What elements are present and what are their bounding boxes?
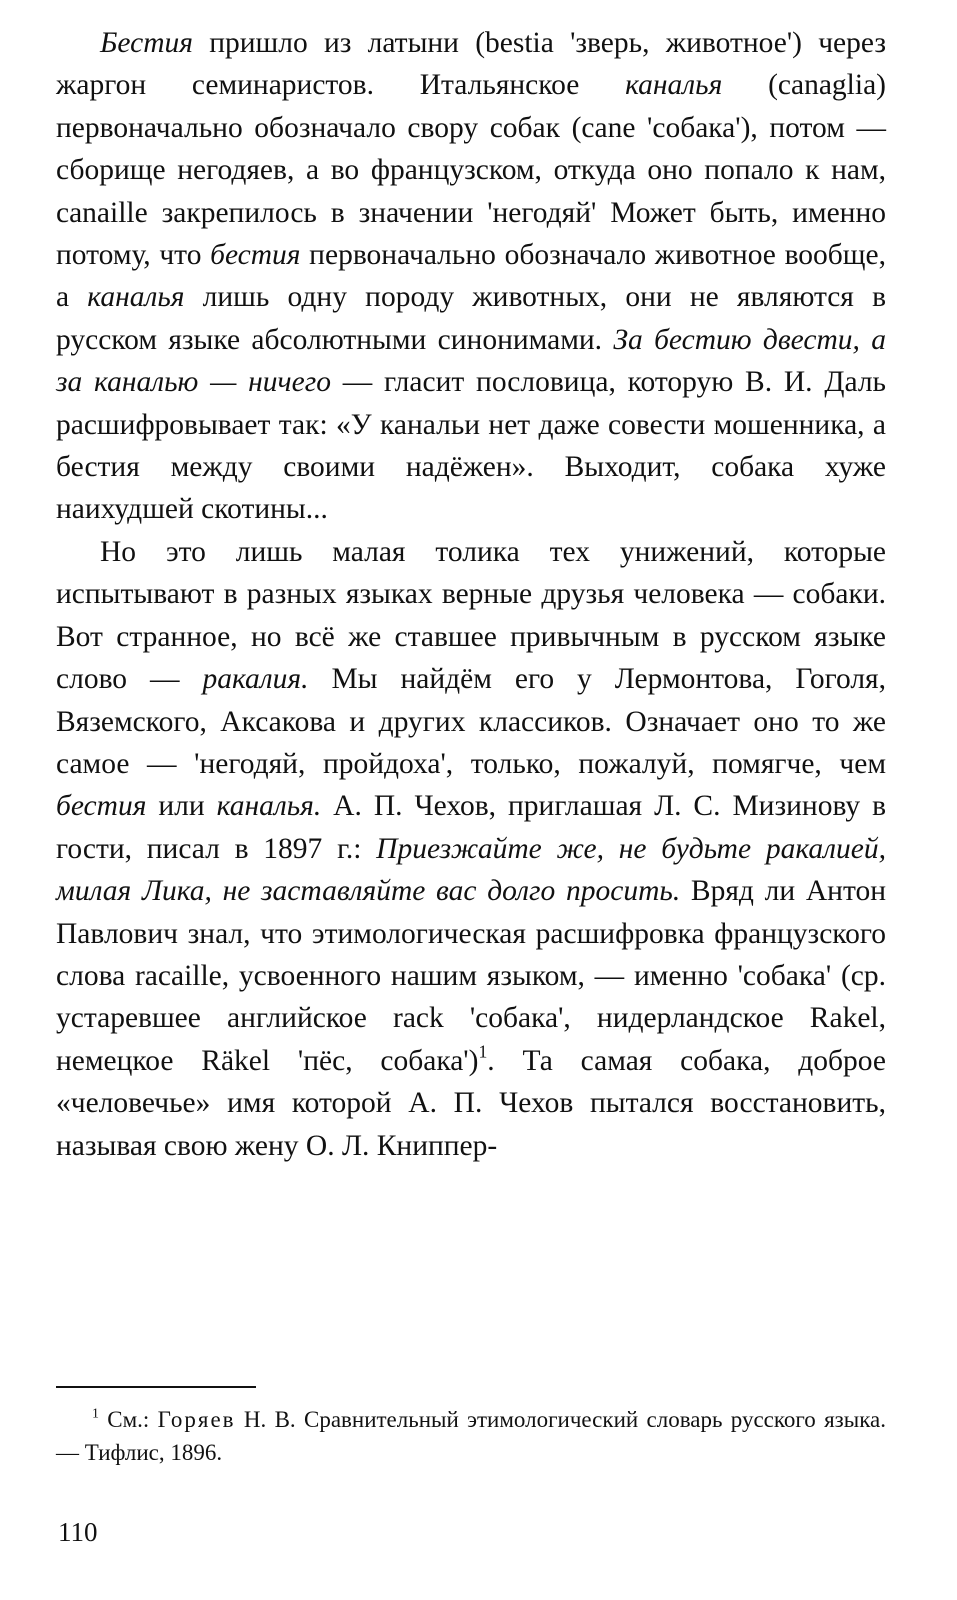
footnote-author: Горяев <box>157 1407 236 1432</box>
italic-text: каналья. <box>216 790 322 823</box>
main-text <box>56 22 886 1167</box>
body-text: или <box>146 790 217 823</box>
italic-text: каналья <box>87 281 185 314</box>
italic-text: каналья <box>625 69 723 102</box>
body-text: — гласит пословица, которую В. И. Даль расшифровывает так: «У канальи нет даже совести мошенника, а бестия между своими надёжен». Выходит, собака хуже наихудшей скотины... <box>56 366 886 526</box>
paragraph-1 <box>56 22 886 531</box>
footnote-prefix: См.: <box>107 1407 158 1432</box>
footnote <box>56 1403 886 1469</box>
body-text: (canaglia) первоначально обозначало свору собак (cane 'собака'), потом — сборище негодяев, а во французском, откуда оно попало к нам, canaille закрепилось в значении 'негодяй' Может быть, именно потому, что <box>56 69 886 272</box>
paragraph-2 <box>56 531 886 1167</box>
italic-text: За бестию двести, а за каналью — ничего <box>56 323 886 399</box>
italic-text: Приезжайте же, не будьте ракалией, милая Лика, не заставляйте вас долго просить. <box>56 832 886 908</box>
italic-text: бестия <box>56 790 147 823</box>
footnote-text: Н. В. Сравнительный этимологический словарь русского языка. — Тифлис, 1896. <box>56 1407 886 1465</box>
body-text: . Та самая собака, доброе «человечье» имя которой А. П. Чехов пытался восстановить, называя свою жену О. Л. Книппер- <box>56 1044 886 1162</box>
footnote-reference: 1 <box>478 1041 488 1062</box>
italic-text: ракалия. <box>202 663 309 696</box>
body-text: Мы найдём его у Лермонтова, Гоголя, Вяземского, Аксакова и других классиков. Означает оно то же самое — 'негодяй, пройдоха', только, пожалуй, помягче, чем <box>56 663 886 780</box>
body-text: пришло из латыни (bestia 'зверь, животное') через жаргон семинаристов. Итальянское <box>56 27 886 102</box>
body-text: А. П. Чехов, приглашая Л. С. Мизинову в гости, писал в 1897 г.: <box>56 790 887 865</box>
footnote-marker: 1 <box>92 1405 99 1421</box>
italic-text: Бестия <box>100 27 193 59</box>
body-text: Вряд ли Антон Павлович знал, что этимологическая расшифровка французского слова racaille, усвоенного нашим языком, — именно 'собака' (ср. устаревшее английское rack 'собака', нидерландское Rakel, немецкое Räkel 'пёс, собака') <box>56 875 886 1077</box>
body-text: первоначально обозначало животное вообще, а <box>56 239 886 314</box>
italic-text: бестия <box>210 239 301 272</box>
footnote-divider <box>56 1386 256 1388</box>
page-number: 110 <box>58 1517 98 1547</box>
body-text: лишь одну породу животных, они не являются в русском языке абсолютными синонимами. <box>56 281 886 356</box>
body-text: Но это лишь малая толика тех унижений, которые испытывают в разных языках верные друзья человека — собаки. Вот странное, но всё же ставшее привычным в русском языке слово — <box>56 535 886 696</box>
